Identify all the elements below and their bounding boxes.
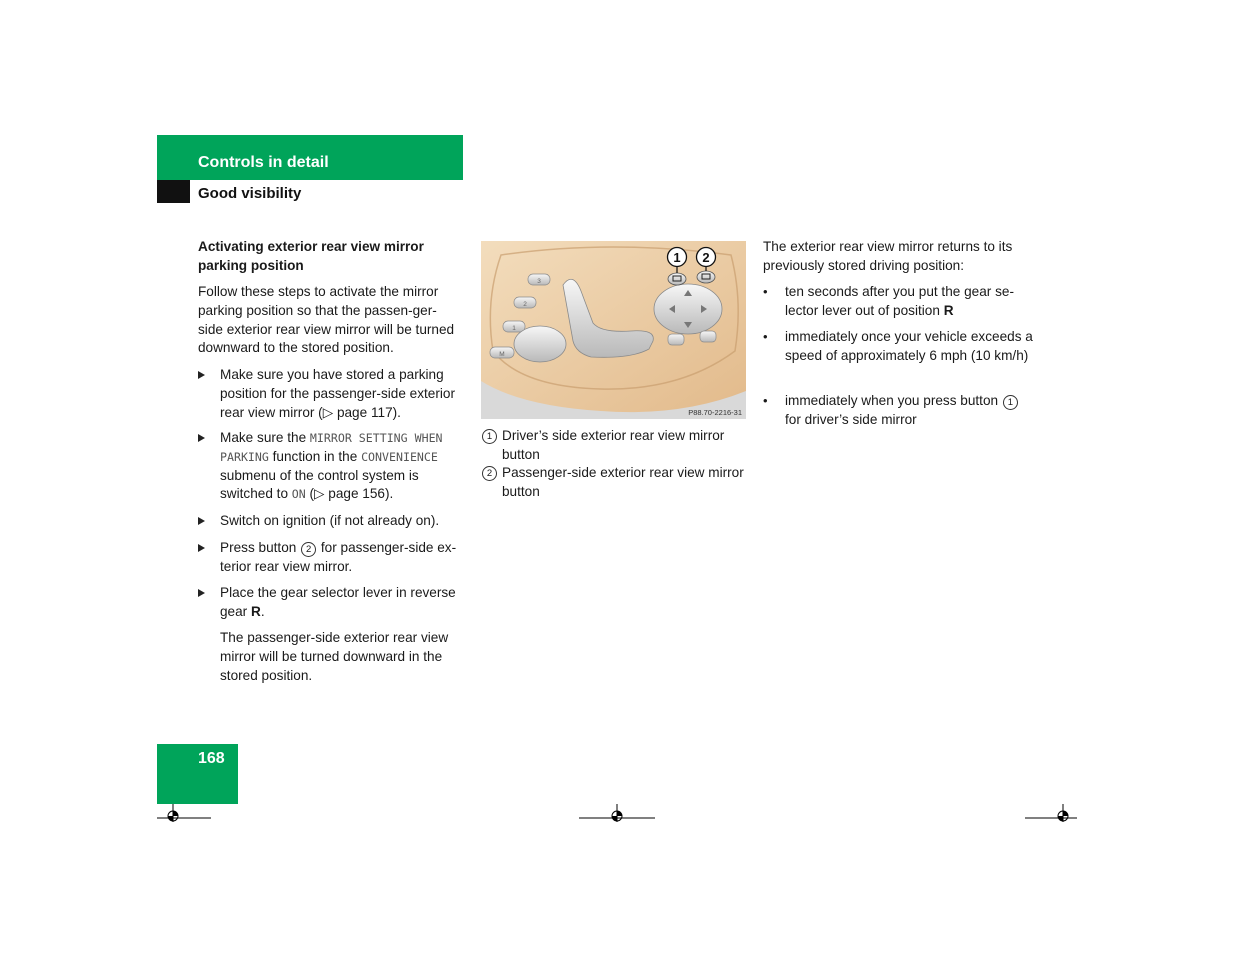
step-arrow-icon	[198, 371, 205, 379]
step-2-text: Make sure the MIRROR SETTING WHEN PARKING function in the CONVENIENCE submenu of the control system is switched to ON (▷ page 156).	[220, 430, 443, 502]
step-1	[198, 366, 464, 422]
bullet-dot: •	[763, 284, 768, 299]
step-arrow-icon	[198, 517, 205, 525]
subsection-title: Good visibility	[198, 185, 302, 202]
step-5-text: Place the gear selector lever in reverse gear R.	[220, 585, 456, 619]
memory-button-1-label: 1	[512, 325, 516, 332]
header-marker	[157, 180, 190, 203]
step-4	[198, 539, 464, 577]
door-panel-figure	[481, 241, 746, 419]
step-5	[198, 584, 464, 622]
step-1-text: Make sure you have stored a parking position for the passenger-side exterior rear view mirror (▷ page 117).	[220, 367, 455, 420]
button-1-callout: 1	[1003, 395, 1018, 410]
step-3-text: Switch on ignition (if not already on).	[220, 513, 440, 528]
step-4-text: Press button 2 for passenger-side ex-terior rear view mirror.	[220, 540, 457, 574]
procedure-heading: Activating exterior rear view mirror parking position	[198, 239, 424, 273]
figure-code: P88.70-2216-31	[688, 408, 742, 417]
memory-button-3-label: 3	[537, 278, 541, 285]
section-title: Controls in detail	[198, 154, 329, 171]
memory-button-2-label: 2	[523, 301, 527, 308]
menu-convenience: CONVENIENCE	[361, 449, 438, 464]
memory-button-m-label: M	[499, 351, 505, 358]
bullet-dot: •	[763, 329, 768, 344]
bullet-3-text: immediately when you press button 1 for driver’s side mirror	[785, 392, 1033, 430]
bullet-1	[763, 283, 1033, 321]
crop-mark-icon	[579, 804, 657, 822]
step-result: The passenger-side exterior rear view mirror will be turned downward in the stored position.	[220, 630, 449, 683]
bullet-dot: •	[763, 393, 768, 408]
bullet-2-text: immediately once your vehicle exceeds a speed of approximately 6 mph (10 km/h)	[785, 329, 1033, 363]
menu-item-mirror-setting: MIRROR SETTING WHEN PARKING	[220, 431, 443, 464]
bullet-2	[763, 328, 1033, 366]
caption-2-text: Passenger-side exterior rear view mirror button	[502, 465, 744, 499]
caption-1-text: Driver’s side exterior rear view mirror button	[502, 428, 725, 462]
figure-callout-1: 1	[673, 250, 681, 265]
bullet-3	[763, 392, 1033, 430]
caption-1-number: 1	[482, 429, 497, 444]
button-2-callout: 2	[301, 542, 316, 557]
intro-paragraph: Follow these steps to activate the mirror parking position so that the passen-ger-side exterior rear view mirror will be turned downward to the stored position.	[198, 284, 455, 356]
page-number: 168	[198, 750, 225, 767]
step-arrow-icon	[198, 434, 205, 442]
seat-control-panel-image	[481, 241, 746, 419]
step-arrow-icon	[198, 589, 205, 597]
figure-callout-2: 2	[702, 250, 710, 265]
crop-mark-icon	[157, 804, 213, 822]
bullet-1-text: ten seconds after you put the gear se-lector lever out of position R	[785, 284, 1014, 318]
step-3	[198, 512, 464, 531]
setting-value: ON	[291, 487, 306, 502]
figure-caption-2	[481, 464, 746, 502]
caption-2-number: 2	[482, 466, 497, 481]
step-2	[198, 429, 464, 504]
right-intro: The exterior rear view mirror returns to its previously stored driving position:	[763, 239, 1013, 273]
crop-mark-icon	[1023, 804, 1079, 822]
step-arrow-icon	[198, 544, 205, 552]
figure-caption-1	[481, 427, 746, 465]
